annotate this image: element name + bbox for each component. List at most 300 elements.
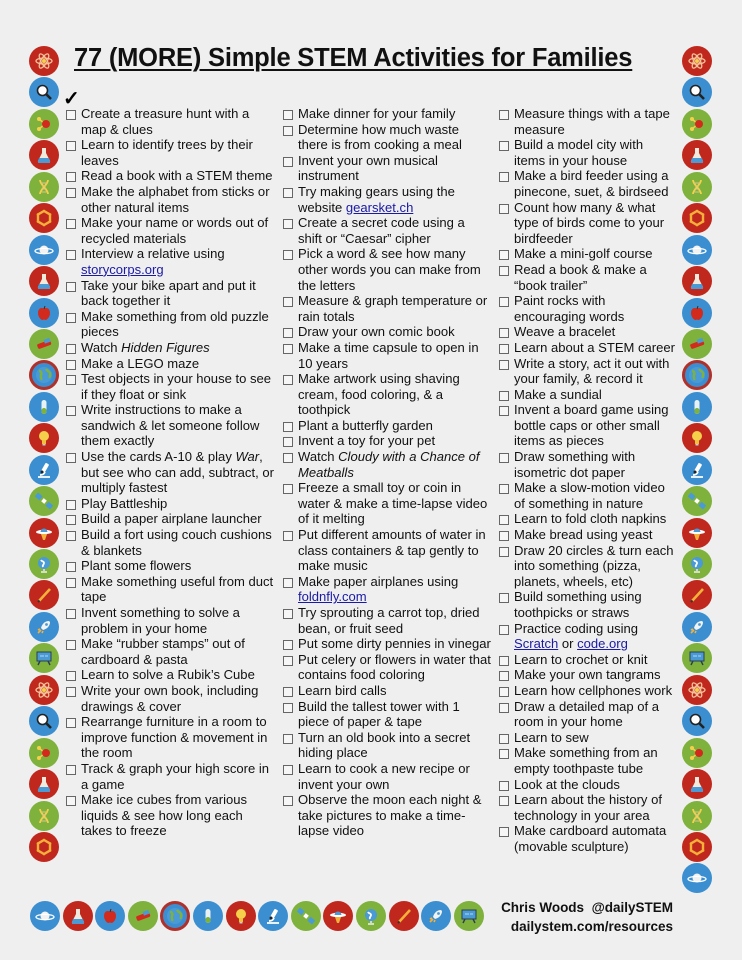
activity-text: Read a book with a STEM theme — [81, 168, 273, 184]
pencil-eraser-icon — [29, 329, 59, 359]
title-italic: War — [235, 449, 260, 465]
checkbox[interactable] — [66, 172, 76, 182]
activity-item — [64, 137, 274, 168]
checkbox[interactable] — [66, 250, 76, 260]
activity-item — [64, 309, 274, 340]
activity-column-3 — [497, 106, 677, 855]
activity-text: Learn bird calls — [298, 682, 387, 698]
checkbox[interactable] — [66, 219, 76, 229]
checkbox[interactable] — [499, 406, 509, 416]
checkbox[interactable] — [283, 297, 293, 307]
activity-text: Make your name or words out of recycled materials — [81, 215, 269, 246]
checkbox[interactable] — [499, 656, 509, 666]
checkbox[interactable] — [283, 126, 293, 136]
activity-column-1 — [63, 88, 274, 839]
checkbox[interactable] — [66, 640, 76, 650]
checkbox[interactable] — [283, 484, 293, 494]
checkbox[interactable] — [283, 422, 293, 432]
rocket-icon — [29, 612, 59, 642]
activity-item — [281, 699, 491, 730]
ufo-icon — [323, 901, 353, 931]
test-tube-icon — [682, 392, 712, 422]
checkbox[interactable] — [66, 360, 76, 370]
checkbox[interactable] — [499, 297, 509, 307]
checkbox[interactable] — [66, 796, 76, 806]
activity-item — [64, 636, 274, 667]
checkbox[interactable] — [499, 703, 509, 713]
flask-icon — [682, 140, 712, 170]
activity-link[interactable]: storycorps.org — [81, 261, 164, 277]
activity-item — [497, 589, 677, 620]
checkbox[interactable] — [283, 734, 293, 744]
activity-text: Create a treasure hunt with a map & clues — [81, 106, 250, 137]
bottom-icon-row — [30, 901, 484, 931]
activity-text: Write a story, act it out with your family, & record it — [514, 355, 670, 387]
checkbox[interactable] — [66, 531, 76, 541]
activity-text: Learn to identify trees by their leaves — [81, 137, 253, 168]
checkbox[interactable] — [66, 578, 76, 588]
flask-icon — [29, 769, 59, 799]
atom-icon — [682, 675, 712, 705]
checkbox[interactable] — [283, 453, 293, 463]
apple-icon — [682, 298, 712, 328]
activity-text: Track & graph your high score in a game — [81, 760, 270, 792]
checkbox[interactable] — [66, 453, 76, 463]
activity-text: Make something useful from duct tape — [81, 573, 274, 605]
left-icon-column — [29, 46, 59, 863]
activity-text: Build a fort using couch cushions & blankets — [81, 527, 272, 558]
checkbox[interactable] — [66, 562, 76, 572]
activity-item — [497, 293, 677, 324]
activity-text: Make artwork using shaving cream, food coloring, & a toothpick — [298, 371, 460, 418]
atom-icon — [29, 46, 59, 76]
chalkboard-icon — [454, 901, 484, 931]
checkbox[interactable] — [66, 500, 76, 510]
activity-text: Build a paper airplane launcher — [81, 511, 262, 527]
checkbox[interactable] — [66, 110, 76, 120]
activity-item — [64, 574, 274, 605]
activity-item — [281, 340, 491, 371]
activity-item — [64, 246, 274, 277]
activity-text: Count how many & what type of birds come to your birdfeeder — [514, 199, 665, 246]
activity-text: Make bread using yeast — [514, 527, 653, 543]
activity-text: Build a model city with items in your house — [514, 137, 644, 168]
checkbox[interactable] — [499, 141, 509, 151]
activity-item — [64, 605, 274, 636]
activity-item — [497, 449, 677, 480]
activity-item — [497, 621, 677, 652]
activity-item — [281, 246, 491, 293]
globe-stand-icon — [682, 549, 712, 579]
flask-icon — [682, 266, 712, 296]
flask-icon — [29, 140, 59, 170]
activity-item — [281, 652, 491, 683]
activity-text: Make a sundial — [514, 386, 602, 402]
checkbox[interactable] — [66, 515, 76, 525]
activity-text: Rearrange furniture in a room to improve function & movement in the room — [81, 714, 268, 761]
activity-text: Invent a toy for your pet — [298, 433, 436, 449]
ufo-icon — [29, 518, 59, 548]
pencil-icon — [29, 580, 59, 610]
author-handle: Chris Woods @dailySTEM — [501, 900, 673, 915]
activity-text: Learn how cellphones work — [514, 682, 673, 698]
checkbox[interactable] — [66, 718, 76, 728]
activity-text: Plant a butterfly garden — [298, 417, 433, 433]
credit-block — [500, 898, 673, 936]
chalkboard-icon — [682, 643, 712, 673]
activity-item — [281, 527, 491, 574]
activity-text: Learn to cook a new recipe or invent your own — [298, 760, 470, 792]
activity-item — [281, 792, 491, 839]
activity-item — [497, 699, 677, 730]
checkbox[interactable] — [283, 344, 293, 354]
activity-text: Draw something with isometric dot paper — [514, 449, 636, 480]
globe-icon — [29, 360, 59, 390]
checkbox[interactable] — [499, 781, 509, 791]
checkbox[interactable] — [499, 796, 509, 806]
activity-text: Watch — [298, 449, 339, 465]
checkbox[interactable] — [66, 141, 76, 151]
activity-text: Make cardboard automata (movable sculpture) — [514, 823, 667, 854]
activity-item — [281, 153, 491, 184]
activity-item — [497, 511, 677, 527]
light-bulb-icon — [226, 901, 256, 931]
activity-item — [64, 371, 274, 402]
activity-link[interactable]: Scratch — [514, 636, 559, 652]
checkbox[interactable] — [499, 547, 509, 557]
activity-text: Use the cards A-10 & play — [81, 449, 236, 465]
activity-text: Try sprouting a carrot top, dried bean, or fruit seed — [298, 605, 480, 636]
activity-text: Learn to crochet or knit — [514, 651, 648, 667]
activity-item — [281, 449, 491, 480]
activity-text: Put some dirty pennies in vinegar — [298, 636, 491, 652]
activity-item — [64, 215, 274, 246]
checkbox[interactable] — [283, 687, 293, 697]
ufo-icon — [682, 518, 712, 548]
activity-text: Write your own book, including drawings & cover — [81, 682, 259, 714]
dna-icon — [682, 801, 712, 831]
activity-item — [281, 761, 491, 792]
planet-icon — [682, 863, 712, 893]
checkbox[interactable] — [66, 375, 76, 385]
satellite-icon — [29, 486, 59, 516]
activity-item — [64, 667, 274, 683]
activity-item — [497, 652, 677, 668]
checkbox[interactable] — [283, 796, 293, 806]
microscope-icon — [682, 455, 712, 485]
activity-item — [497, 683, 677, 699]
activity-item — [64, 356, 274, 372]
activity-item — [497, 168, 677, 199]
checkbox[interactable] — [499, 266, 509, 276]
checkbox[interactable] — [283, 437, 293, 447]
checkbox[interactable] — [499, 391, 509, 401]
activity-item — [497, 667, 677, 683]
activity-item — [63, 88, 274, 137]
activity-text: Build something using toothpicks or straws — [514, 589, 642, 620]
activity-item — [497, 792, 677, 823]
checkbox[interactable] — [499, 110, 509, 120]
activity-item — [64, 449, 274, 496]
checkbox[interactable] — [499, 593, 509, 603]
activity-text: Create a secret code using a shift or “Caesar” cipher — [298, 215, 465, 246]
satellite-icon — [682, 486, 712, 516]
activity-text: Try making gears using the website — [298, 183, 455, 215]
activity-item — [497, 200, 677, 247]
activity-item — [281, 324, 491, 340]
activity-item — [281, 184, 491, 215]
activity-item — [497, 137, 677, 168]
globe-icon — [682, 360, 712, 390]
activity-text: Practice coding using — [514, 620, 639, 636]
dna-icon — [682, 172, 712, 202]
activity-item — [281, 371, 491, 418]
planet-icon — [682, 235, 712, 265]
rocket-icon — [682, 612, 712, 642]
checkbox[interactable] — [66, 406, 76, 416]
globe-icon — [160, 901, 190, 931]
checkbox[interactable] — [283, 765, 293, 775]
title-italic: Cloudy with a Chance of Meatballs — [298, 449, 480, 480]
checkbox[interactable] — [499, 671, 509, 681]
activity-text: Put different amounts of water in class containers & tap gently to make music — [298, 527, 486, 574]
activity-text: Interview a relative using — [81, 246, 225, 262]
checkbox[interactable] — [499, 827, 509, 837]
checkbox[interactable] — [66, 671, 76, 681]
activity-text: Make ice cubes from various liquids & see how long each takes to freeze — [81, 792, 248, 839]
light-bulb-icon — [682, 423, 712, 453]
magnifier-icon — [682, 706, 712, 736]
activity-item — [497, 106, 677, 137]
checkbox[interactable] — [283, 110, 293, 120]
activity-item — [497, 356, 677, 387]
activity-text: Make something from an empty toothpaste tube — [514, 745, 658, 776]
activity-text: Make the alphabet from sticks or other natural items — [81, 183, 270, 215]
activity-item — [497, 262, 677, 293]
hexagon-icon — [682, 832, 712, 862]
activity-item — [497, 730, 677, 746]
checkbox[interactable] — [66, 687, 76, 697]
dna-icon — [29, 801, 59, 831]
activity-item — [497, 527, 677, 543]
activity-column-2 — [281, 106, 491, 839]
molecule-icon — [682, 109, 712, 139]
checkbox[interactable] — [499, 749, 509, 759]
resources-url[interactable]: dailystem.com/resources — [510, 919, 673, 934]
activity-text: Take your bike apart and put it back together it — [81, 277, 256, 309]
activity-text: Determine how much waste there is from cooking a meal — [298, 121, 462, 153]
checkbox[interactable] — [66, 609, 76, 619]
checkbox[interactable] — [499, 328, 509, 338]
planet-icon — [29, 235, 59, 265]
checkbox[interactable] — [499, 172, 509, 182]
activity-item — [64, 402, 274, 449]
activity-text: Draw a detailed map of a room in your home — [514, 698, 660, 730]
activity-item — [281, 293, 491, 324]
checkbox[interactable] — [499, 687, 509, 697]
checkbox[interactable] — [499, 250, 509, 260]
right-icon-column — [682, 46, 712, 895]
activity-text: Make a time capsule to open in 10 years — [298, 339, 479, 371]
activity-item — [64, 792, 274, 839]
checkbox[interactable] — [283, 188, 293, 198]
light-bulb-icon — [29, 423, 59, 453]
atom-icon — [682, 46, 712, 76]
checkbox[interactable] — [499, 204, 509, 214]
activity-text: Plant some flowers — [81, 558, 192, 574]
checkbox[interactable] — [283, 328, 293, 338]
activity-text: Invent a board game using bottle caps or other small items as pieces — [514, 402, 669, 449]
activity-item — [497, 480, 677, 511]
checkbox[interactable] — [66, 765, 76, 775]
activity-text: Draw 20 circles & turn each into something (pizza, planets, wheels, etc) — [514, 542, 674, 589]
title-italic: Hidden Figures — [121, 339, 210, 355]
activity-item — [64, 511, 274, 527]
checkbox[interactable] — [499, 531, 509, 541]
activity-text: Learn to solve a Rubik’s Cube — [81, 667, 255, 683]
activity-item — [497, 324, 677, 340]
microscope-icon — [29, 455, 59, 485]
activity-text: Freeze a small toy or coin in water & make a time-lapse video of it melting — [298, 480, 488, 527]
activity-item — [281, 605, 491, 636]
activity-text: Make a bird feeder using a pinecone, suet, & birdseed — [514, 168, 669, 199]
checkbox[interactable] — [283, 531, 293, 541]
chalkboard-icon — [29, 643, 59, 673]
checkbox[interactable] — [499, 360, 509, 370]
activity-text: Measure things with a tape measure — [514, 106, 670, 137]
activity-text: Pick a word & see how many other words you can make from the letters — [298, 246, 481, 293]
activity-item — [281, 418, 491, 434]
activity-item — [497, 387, 677, 403]
activity-text: Make your own tangrams — [514, 667, 661, 683]
checkbox[interactable] — [499, 453, 509, 463]
satellite-icon — [291, 901, 321, 931]
atom-icon — [29, 675, 59, 705]
activity-text: Invent your own musical instrument — [298, 152, 438, 184]
activity-text: Play Battleship — [81, 495, 168, 511]
activity-text: Invent something to solve a problem in your home — [81, 605, 240, 636]
checkbox[interactable] — [283, 703, 293, 713]
checkbox[interactable] — [499, 515, 509, 525]
checkbox[interactable] — [283, 375, 293, 385]
checkbox[interactable] — [283, 250, 293, 260]
magnifier-icon — [682, 77, 712, 107]
hexagon-icon — [29, 203, 59, 233]
activity-text: Make dinner for your family — [298, 106, 456, 121]
activity-text: Put celery or flowers in water that contains food coloring — [298, 651, 491, 683]
hexagon-icon — [29, 832, 59, 862]
molecule-icon — [29, 109, 59, 139]
activity-text: Build the tallest tower with 1 piece of paper & tape — [298, 698, 460, 730]
activity-text: Read a book & make a “book trailer” — [514, 261, 647, 293]
activity-text: Make paper airplanes using — [298, 573, 459, 589]
activity-text: Measure & graph temperature or rain totals — [298, 293, 488, 324]
activity-item — [64, 683, 274, 714]
activity-item — [281, 574, 491, 605]
flask-icon — [29, 266, 59, 296]
activity-item — [281, 480, 491, 527]
activity-text: Test objects in your house to see if they float or sink — [81, 371, 272, 402]
activity-text: Turn an old book into a secret hiding place — [298, 729, 471, 761]
magnifier-icon — [29, 706, 59, 736]
activity-text: Make a mini-golf course — [514, 246, 653, 262]
activity-text: Weave a bracelet — [514, 324, 616, 340]
test-tube-icon — [193, 901, 223, 931]
activity-item — [281, 215, 491, 246]
checkbox[interactable] — [499, 734, 509, 744]
activity-text: Learn about the history of technology in your area — [514, 792, 662, 823]
activity-item — [281, 730, 491, 761]
flask-icon — [682, 769, 712, 799]
checkbox[interactable] — [283, 157, 293, 167]
checkbox[interactable] — [66, 313, 76, 323]
activity-text: Make a LEGO maze — [81, 355, 200, 371]
checkmark-icon: ✓ — [63, 88, 80, 110]
activity-item — [64, 714, 274, 761]
apple-icon — [29, 298, 59, 328]
activity-link[interactable]: code.org — [577, 636, 628, 652]
activity-link[interactable]: foldnfly.com — [298, 589, 367, 605]
activity-text: Make “rubber stamps” out of cardboard & pasta — [81, 636, 245, 667]
activity-item — [497, 246, 677, 262]
activity-item — [281, 106, 491, 122]
checkbox[interactable] — [283, 656, 293, 666]
globe-stand-icon — [29, 549, 59, 579]
activity-item — [64, 496, 274, 512]
flask-icon — [63, 901, 93, 931]
activity-text: Learn to sew — [514, 729, 589, 745]
activity-item — [281, 683, 491, 699]
pencil-eraser-icon — [682, 329, 712, 359]
activity-text: Look at the clouds — [514, 776, 620, 792]
activity-item — [64, 184, 274, 215]
activity-item — [497, 402, 677, 449]
activity-link[interactable]: gearsket.ch — [345, 199, 414, 215]
checkbox[interactable] — [499, 344, 509, 354]
activity-text: Learn to fold cloth napkins — [514, 511, 667, 527]
activity-text: Paint rocks with encouraging words — [514, 293, 625, 324]
globe-stand-icon — [356, 901, 386, 931]
checkbox[interactable] — [283, 219, 293, 229]
checkbox[interactable] — [66, 282, 76, 292]
dna-icon — [29, 172, 59, 202]
pencil-icon — [389, 901, 419, 931]
magnifier-icon — [29, 77, 59, 107]
test-tube-icon — [29, 392, 59, 422]
page-title: 77 (MORE) Simple STEM Activities for Families — [74, 44, 633, 72]
molecule-icon — [29, 738, 59, 768]
activity-text-continued: , but see who can add, subtract, or multiply fastest — [81, 449, 274, 496]
activity-text: Make something from old puzzle pieces — [81, 308, 269, 340]
rocket-icon — [421, 901, 451, 931]
checkbox[interactable] — [499, 484, 509, 494]
pencil-icon — [682, 580, 712, 610]
activity-item — [281, 636, 491, 652]
checkbox[interactable] — [283, 609, 293, 619]
molecule-icon — [682, 738, 712, 768]
activity-item — [64, 558, 274, 574]
activity-item — [497, 340, 677, 356]
checkbox[interactable] — [283, 578, 293, 588]
checkbox[interactable] — [283, 640, 293, 650]
checkbox[interactable] — [66, 344, 76, 354]
activity-text: Make a slow-motion video of something in nature — [514, 480, 665, 511]
checkbox[interactable] — [66, 188, 76, 198]
activity-item — [64, 168, 274, 184]
pencil-eraser-icon — [128, 901, 158, 931]
checkbox[interactable] — [499, 625, 509, 635]
activity-item — [64, 278, 274, 309]
